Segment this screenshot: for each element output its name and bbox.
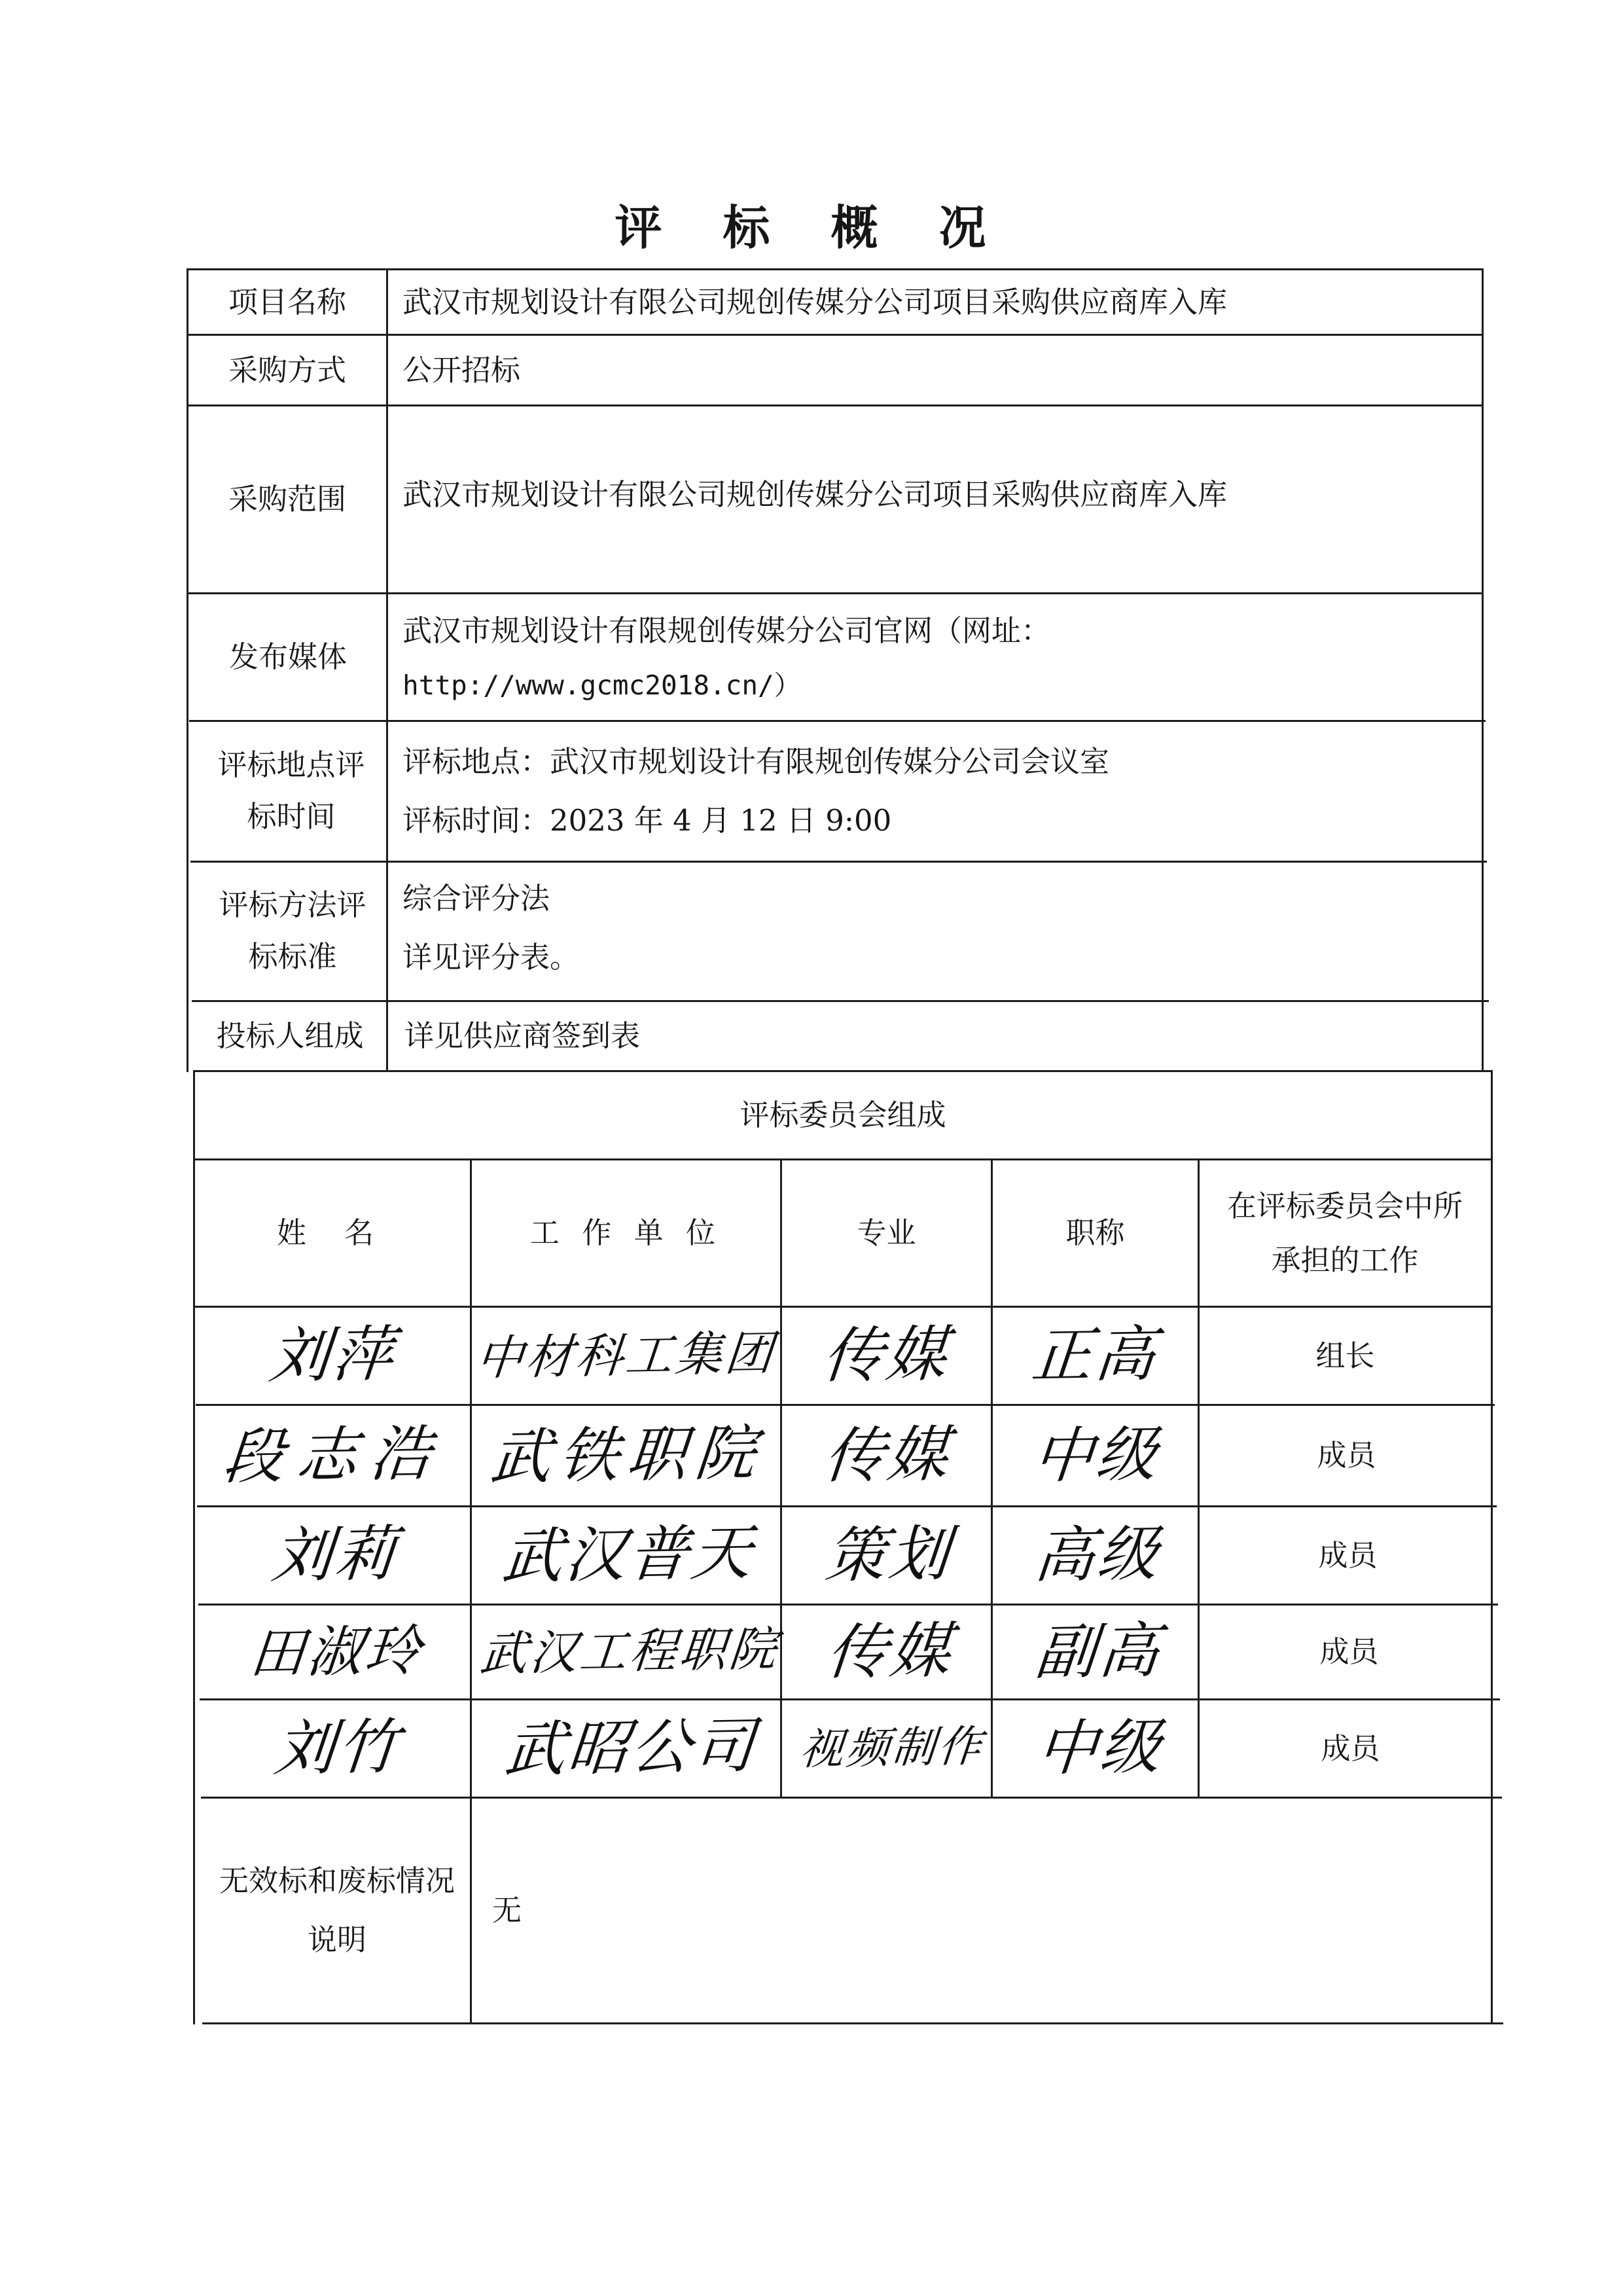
- value-line: 详见评分表。: [402, 940, 580, 975]
- value-procurement-scope: [402, 406, 1476, 583]
- value-line: 综合评分法: [402, 881, 550, 916]
- member-role: 成员: [1319, 1634, 1379, 1670]
- member-title: 高级: [1031, 1518, 1164, 1591]
- member-name: 刘萍: [266, 1319, 399, 1391]
- value-procurement-method: [402, 336, 1476, 404]
- member-title: 中级: [1030, 1419, 1163, 1492]
- col-name: 姓 名: [276, 1215, 389, 1251]
- committee-heading: 评标委员会组成: [740, 1098, 946, 1133]
- value-project-name: [402, 270, 1476, 334]
- label-procurement-scope: 采购范围: [228, 482, 346, 517]
- member-title: 副高: [1033, 1615, 1166, 1688]
- value-evaluation-method-standard: [402, 863, 1476, 994]
- member-name: 刘竹: [272, 1712, 404, 1784]
- value-line: 评标地点：武汉市规划设计有限规创传媒分公司会议室: [402, 744, 1110, 779]
- page-title: 评 标 概 况: [615, 200, 1008, 255]
- value-line: 武汉市规划设计有限公司规创传媒分公司项目采购供应商库入库: [402, 284, 1228, 319]
- member-major: 传媒: [824, 1615, 957, 1688]
- label-evaluation-method-standard: 评标方法评标标准: [219, 888, 366, 974]
- member-unit: 武汉工程职院: [478, 1621, 782, 1682]
- member-name: 刘莉: [269, 1518, 401, 1591]
- col-role: 在评标委员会中所承担的工作: [1226, 1188, 1463, 1278]
- value-bidder-composition: [404, 1002, 1478, 1070]
- value-publishing-media: [402, 594, 1476, 720]
- member-role: 成员: [1318, 1537, 1378, 1573]
- member-major: 传媒: [821, 1419, 954, 1492]
- value-line: 武汉市规划设计有限规创传媒分公司官网（网址：: [402, 613, 1051, 649]
- member-role: 组长: [1315, 1338, 1375, 1373]
- member-role: 成员: [1321, 1731, 1380, 1766]
- value-line: 详见供应商签到表: [404, 1018, 641, 1054]
- label-project-name: 项目名称: [228, 284, 346, 319]
- label-publishing-media: 发布媒体: [228, 639, 347, 675]
- value-line: 无: [492, 1893, 522, 1928]
- value-line: 公开招标: [402, 352, 521, 387]
- label-bidder-composition: 投标人组成: [216, 1018, 364, 1054]
- value-invalid-bids: [492, 1799, 1474, 2022]
- member-title: 正高: [1029, 1319, 1162, 1391]
- member-unit: 武昭公司: [502, 1710, 760, 1785]
- member-major: 视频制作: [797, 1721, 986, 1775]
- member-name: 田淑玲: [247, 1618, 426, 1686]
- member-unit: 中材科工集团: [474, 1325, 778, 1386]
- col-work-unit: 工 作 单 位: [530, 1215, 722, 1251]
- member-title: 中级: [1034, 1712, 1167, 1784]
- member-unit: 武汉普天: [499, 1517, 758, 1592]
- member-major: 策划: [823, 1518, 955, 1591]
- member-name: 段志浩: [221, 1418, 448, 1492]
- label-evaluation-place-time: 评标地点评标时间: [217, 747, 365, 834]
- label-procurement-method: 采购方式: [228, 352, 346, 387]
- member-major: 传媒: [820, 1319, 953, 1391]
- website-url: http://www.gcmc2018.cn/）: [402, 669, 801, 701]
- value-line: 武汉市规划设计有限公司规创传媒分公司项目采购供应商库入库: [402, 477, 1228, 512]
- member-unit: 武铁职院: [488, 1418, 767, 1493]
- value-evaluation-place-time: [402, 722, 1476, 861]
- value-line: 评标时间：2023 年 4 月 12 日 9:00: [402, 803, 892, 838]
- col-major: 专业: [857, 1215, 916, 1251]
- member-role: 成员: [1317, 1438, 1376, 1473]
- label-invalid-bids: 无效标和废标情况说明: [219, 1863, 455, 1957]
- col-title: 职称: [1065, 1215, 1125, 1251]
